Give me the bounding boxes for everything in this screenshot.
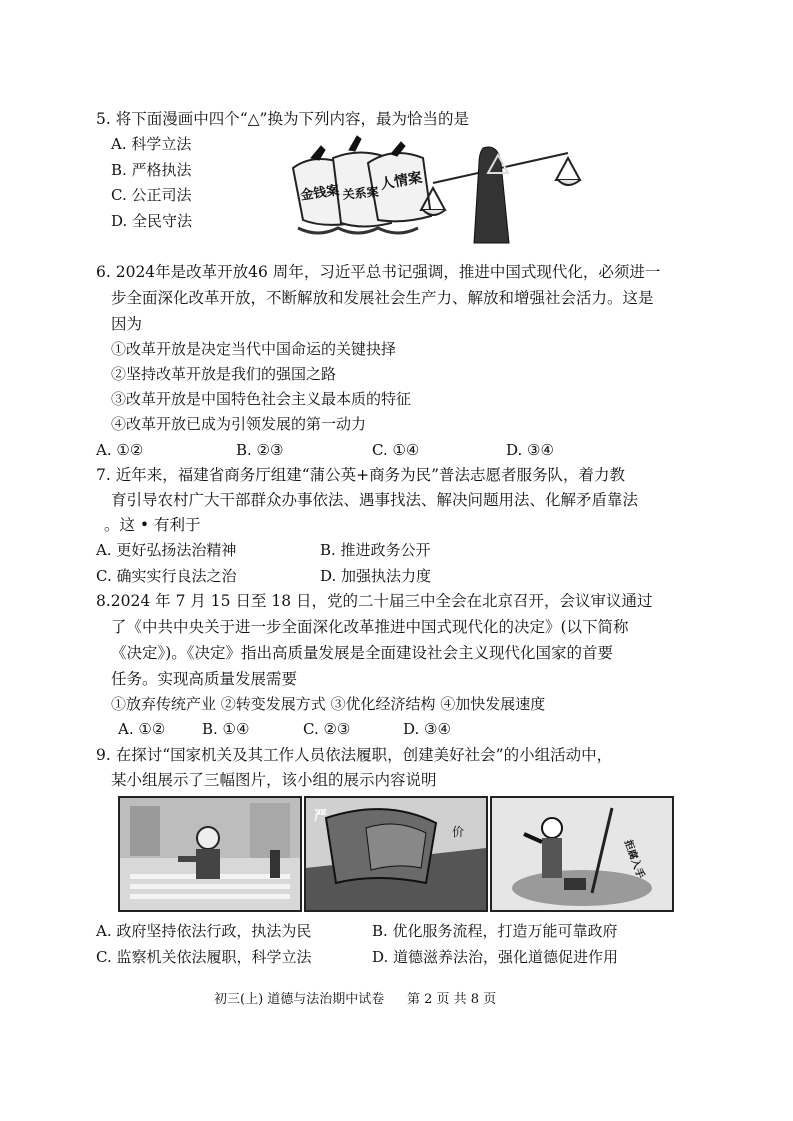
q6-item-2: ②坚持改革开放是我们的强国之路 bbox=[111, 365, 337, 383]
footer-page-number: 第 2 页 共 8 页 bbox=[407, 992, 497, 1007]
q8-option-d: D. ③④ bbox=[403, 720, 451, 738]
q8-stem-line-2: 了《中共中央关于进一步全面深化改革推进中国式现代化的决定》(以下简称 bbox=[111, 618, 629, 636]
q8-stem-line-4: 任务。实现高质量发展需要 bbox=[111, 670, 298, 688]
scale-stand bbox=[474, 147, 509, 243]
cartoon-chains bbox=[298, 228, 418, 233]
q6-option-b: B. ②③ bbox=[236, 441, 284, 459]
q5-cartoon bbox=[283, 128, 583, 248]
q9-stem-line-1: 9. 在探讨“国家机关及其工作人员依法履职，创建美好社会”的小组活动中， bbox=[96, 746, 613, 764]
cartoon-label-money: 金钱案 bbox=[299, 183, 341, 204]
q5-option-b: B. 严格执法 bbox=[111, 161, 192, 179]
q9-panel-corruption bbox=[304, 796, 488, 912]
q6-item-3: ③改革开放是中国特色社会主义最本质的特征 bbox=[111, 390, 412, 408]
q5-option-c: C. 公正司法 bbox=[111, 186, 192, 204]
q6-stem-line-1: 6. 2024年是改革开放46 周年，习近平总书记强调，推进中国式现代化，必须进一 bbox=[96, 263, 661, 281]
q6-stem-line-3: 因为 bbox=[111, 315, 143, 333]
q7-stem-line-1: 7. 近年来，福建省商务厅组建“蒲公英+商务为民”普法志愿者服务队，着力教 bbox=[96, 466, 626, 484]
q5-option-d: D. 全民守法 bbox=[111, 212, 193, 230]
cartoon-label-favor: 人情案 bbox=[379, 169, 424, 193]
q7-stem-line-2: 育引导农村广大干部群众办事依法、遇事找法、解决问题用法、化解矛盾靠法 bbox=[111, 491, 639, 509]
q5-option-a: A. 科学立法 bbox=[111, 135, 192, 153]
q6-option-a: A. ①② bbox=[96, 441, 144, 459]
q9-panel-refuse-bribe bbox=[490, 796, 674, 912]
q7-option-d: D. 加强执法力度 bbox=[320, 567, 432, 585]
anti-corruption-illustration bbox=[306, 798, 486, 910]
panel-label-strict: 严 bbox=[314, 809, 328, 824]
q6-item-4: ④改革开放已成为引领发展的第一动力 bbox=[111, 415, 367, 433]
q8-stem-line-3: 《决定》)。《决定》指出高质量发展是全面建设社会主义现代化国家的首要 bbox=[111, 644, 614, 662]
cartoon-label-relation: 关系案 bbox=[342, 184, 380, 202]
q8-option-b: B. ①④ bbox=[202, 720, 250, 738]
q6-item-1: ①改革开放是决定当代中国命运的关键抉择 bbox=[111, 340, 397, 358]
q8-option-c: C. ②③ bbox=[303, 720, 351, 738]
q9-option-a: A. 政府坚持依法行政，执法为民 bbox=[96, 922, 312, 940]
q9-option-b: B. 优化服务流程，打造万能可靠政府 bbox=[372, 922, 618, 940]
q7-option-a: A. 更好弘扬法治精神 bbox=[96, 541, 237, 559]
q8-option-a: A. ①② bbox=[118, 720, 166, 738]
traffic-police-illustration bbox=[120, 798, 300, 910]
panel-label-refuse: 拒腐入手 bbox=[621, 838, 646, 881]
q6-option-d: D. ③④ bbox=[506, 441, 554, 459]
q8-items: ①放弃传统产业 ②转变发展方式 ③优化经济结构 ④加快发展速度 bbox=[111, 695, 546, 713]
panel-label-price: 价 bbox=[452, 825, 465, 839]
q5-stem: 5. 将下面漫画中四个“△”换为下列内容，最为恰当的是 bbox=[96, 110, 469, 128]
q9-option-d: D. 道德滋养法治，强化道德促进作用 bbox=[372, 948, 619, 966]
q6-stem-line-2: 步全面深化改革开放，不断解放和发展社会生产力、解放和增强社会活力。这是 bbox=[111, 289, 654, 307]
q7-option-b: B. 推进政务公开 bbox=[320, 541, 431, 559]
q9-stem-line-2: 某小组展示了三幅图片，该小组的展示内容说明 bbox=[111, 771, 437, 789]
q9-panel-traffic bbox=[118, 796, 302, 912]
q7-option-c: C. 确实实行良法之治 bbox=[96, 567, 237, 585]
q9-option-c: C. 监察机关依法履职，科学立法 bbox=[96, 948, 312, 966]
refuse-bribe-illustration bbox=[492, 798, 672, 910]
q8-stem-line-1: 8.2024 年 7 月 15 日至 18 日，党的二十届三中全会在北京召开，会议审议通过 bbox=[96, 592, 653, 610]
footer-exam-title: 初三(上) 道德与法治期中试卷 bbox=[214, 992, 385, 1007]
q7-stem-line-3: 。这 • 有利于 bbox=[104, 516, 201, 534]
q6-option-c: C. ①④ bbox=[372, 441, 420, 459]
